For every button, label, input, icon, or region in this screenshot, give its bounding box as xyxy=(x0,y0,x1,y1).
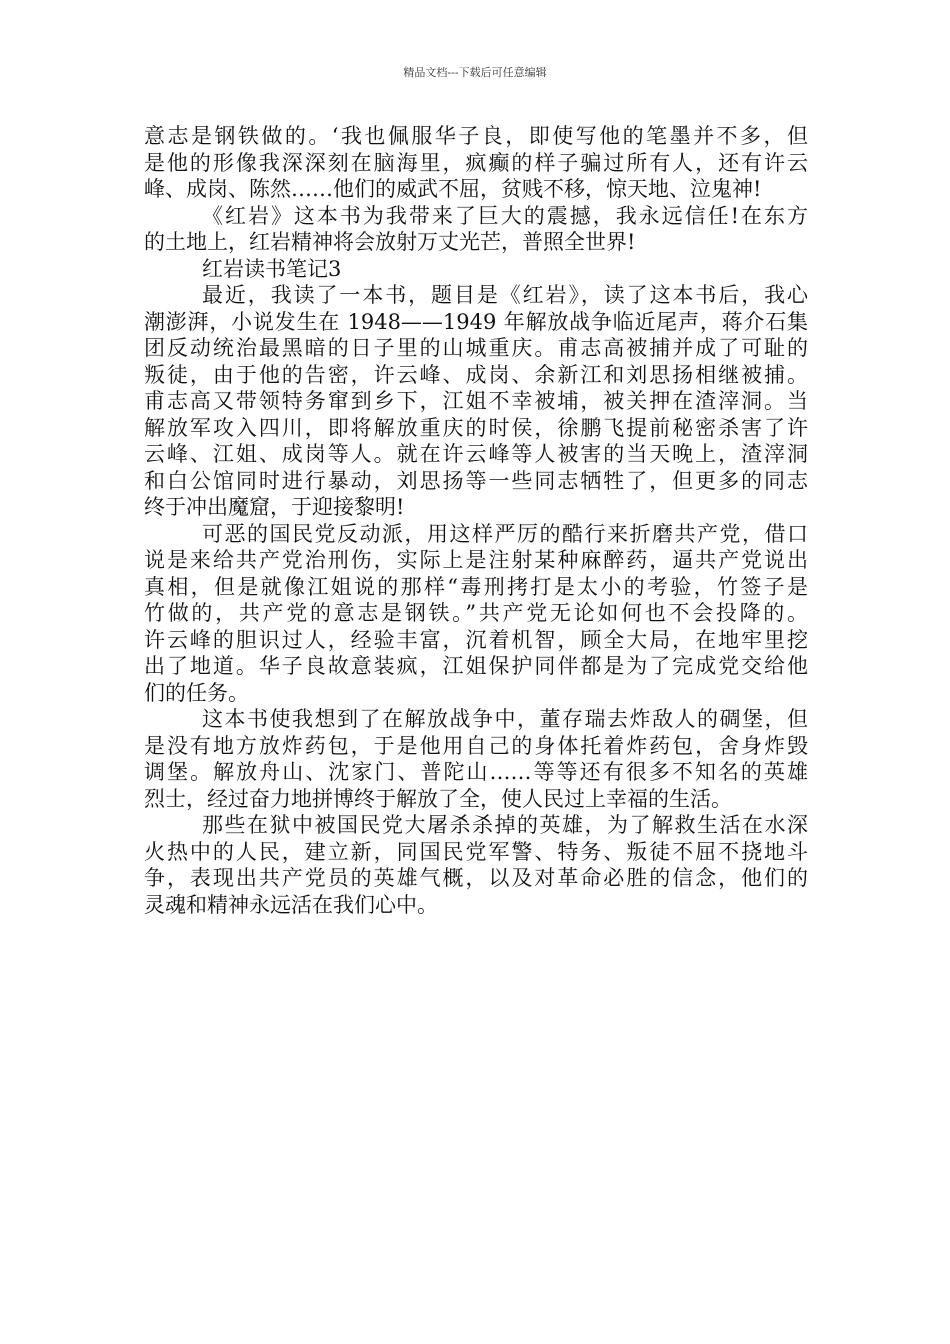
text-line: 许云峰的胆识过人，经验丰富，沉着机智，顾全大局，在地牢里挖 xyxy=(144,627,808,652)
text-line: 灵魂和精神永远活在我们心中。 xyxy=(144,892,438,917)
text-line: 竹做的，共产党的意志是钢铁。”共产党无论如何也不会投降的。 xyxy=(144,601,808,625)
text-line: 烈士，经过奋力地拼博终于解放了全，使人民过上幸福的生活。 xyxy=(144,786,732,811)
text-line: 《红岩》这本书为我带来了巨大的震撼，我永远信任!在东方 xyxy=(202,203,808,228)
text-line: 那些在狱中被国民党大屠杀杀掉的英雄，为了解救生活在水深 xyxy=(202,813,808,837)
text-line: 调堡。解放舟山、沈家门、普陀山……等等还有很多不知名的英雄 xyxy=(144,760,808,784)
text-line: 解放军攻入四川，即将解放重庆的时侯，徐鹏飞提前秘密杀害了许 xyxy=(144,415,808,440)
text-line: 峰、成岗、陈然……他们的威武不屈，贫贱不移，惊天地、泣鬼神! xyxy=(144,177,762,201)
text-line: 云峰、江姐、成岗等人。就在许云峰等人被害的当天晚上，渣滓洞 xyxy=(144,442,808,466)
text-line: 终于冲出魔窟，于迎接黎明! xyxy=(144,495,405,519)
text-line: 真相，但是就像江姐说的那样“毒刑拷打是太小的考验，竹签子是 xyxy=(144,574,808,599)
text-line: 团反动统治最黑暗的日子里的山城重庆。甫志高被捕并成了可耻的 xyxy=(144,336,808,360)
text-line: 潮澎湃，小说发生在 1948——1949 年解放战争临近尾声，蒋介石集 xyxy=(144,309,808,334)
text-line: 红岩读书笔记3 xyxy=(202,256,342,281)
text-line: 火热中的人民，建立新，同国民党军警、特务、叛徒不屈不挠地斗 xyxy=(144,839,808,864)
text-line: 争，表现出共产党员的英雄气概，以及对革命必胜的信念，他们的 xyxy=(144,866,808,890)
text-line: 最近，我读了一本书，题目是《红岩》，读了这本书后，我心 xyxy=(202,283,808,307)
text-line: 这本书使我想到了在解放战争中，董存瑞去炸敌人的碉堡，但 xyxy=(202,707,808,731)
text-line: 可恶的国民党反动派，用这样严厉的酷行来折磨共产党，借口 xyxy=(202,521,808,546)
text-line: 出了地道。华子良故意装疯，江姐保护同伴都是为了完成党交给他 xyxy=(144,654,808,678)
text-line: 是他的形像我深深刻在脑海里，疯癫的样子骗过所有人，还有许云 xyxy=(144,150,808,175)
text-line: 甫志高又带领特务窜到乡下，江姐不幸被埔，被关押在渣滓洞。当 xyxy=(144,389,808,413)
text-line: 和白公馆同时进行暴动，刘思扬等一些同志牺牲了，但更多的同志 xyxy=(144,468,808,493)
text-line: 说是来给共产党治刑伤，实际上是注射某种麻醉药，逼共产党说出 xyxy=(144,548,808,572)
page-header: 精品文档---下载后可任意编辑 xyxy=(403,66,547,79)
text-line: 叛徒，由于他的告密，许云峰、成岗、余新江和刘思扬相继被捕。 xyxy=(144,362,808,387)
document-body xyxy=(144,123,808,918)
text-line: 们的任务。 xyxy=(144,680,249,705)
text-line: 是没有地方放炸药包，于是他用自己的身体托着炸药包，舍身炸毁 xyxy=(144,733,808,758)
text-line: 意志是钢铁做的。‘我也佩服华子良，即使写他的笔墨并不多，但 xyxy=(144,124,808,148)
text-line: 的土地上，红岩精神将会放射万丈光芒，普照全世界! xyxy=(144,230,636,254)
